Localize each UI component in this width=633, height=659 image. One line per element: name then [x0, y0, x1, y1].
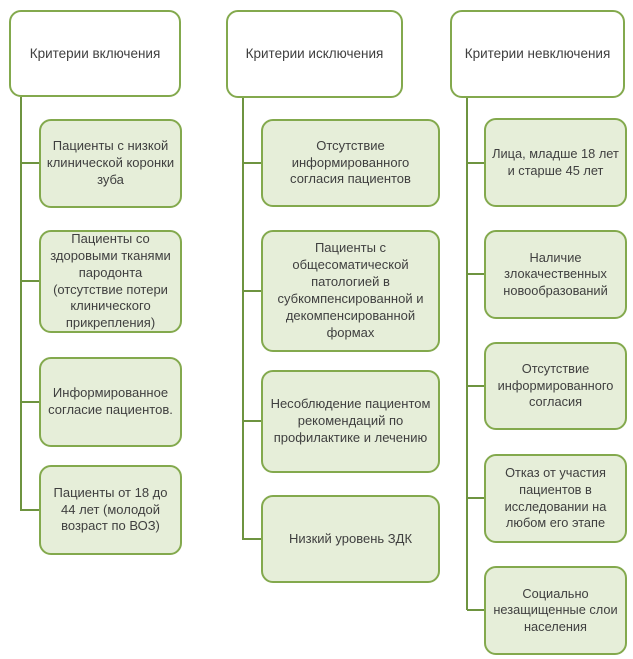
criteria-item-box: Лица, младше 18 лет и старше 45 лет [484, 118, 627, 207]
connector-stub-line [467, 609, 484, 611]
criteria-item-box: Отсутствие информированного согласия пациентов [261, 119, 440, 207]
header-box-noninclusion-criteria: Критерии невключения [450, 10, 625, 98]
criteria-item-box: Информированное согласие пациентов. [39, 357, 182, 447]
criteria-item-box: Отказ от участия пациентов в исследовании на любом его этапе [484, 454, 627, 543]
connector-stub-line [467, 162, 484, 164]
connector-stub-line [467, 385, 484, 387]
criteria-item-box: Отсутствие информированного согласия [484, 342, 627, 430]
criteria-item-box: Пациенты с общесоматической патологией в субкомпенсированной и декомпенсированной формах [261, 230, 440, 352]
connector-stub-line [21, 509, 39, 511]
header-box-inclusion-criteria: Критерии включения [9, 10, 181, 97]
header-box-exclusion-criteria: Критерии исключения [226, 10, 403, 98]
criteria-item-box: Пациенты со здоровыми тканями пародонта (отсутствие потери клинического прикрепления) [39, 230, 182, 333]
connector-stub-line [243, 538, 261, 540]
connector-stub-line [21, 162, 39, 164]
connector-trunk-line [466, 98, 468, 610]
connector-trunk-line [242, 98, 244, 540]
connector-stub-line [467, 273, 484, 275]
criteria-item-box: Наличие злокачественных новообразований [484, 230, 627, 319]
connector-stub-line [21, 280, 39, 282]
connector-stub-line [243, 420, 261, 422]
criteria-item-box: Несоблюдение пациентом рекомендаций по профилактике и лечению [261, 370, 440, 473]
connector-stub-line [21, 401, 39, 403]
criteria-item-box: Пациенты с низкой клинической коронки зуба [39, 119, 182, 208]
criteria-item-box: Низкий уровень ЗДК [261, 495, 440, 583]
connector-trunk-line [20, 97, 22, 511]
connector-stub-line [243, 290, 261, 292]
criteria-item-box: Социально незащищенные слои населения [484, 566, 627, 655]
criteria-item-box: Пациенты от 18 до 44 лет (молодой возраст по ВОЗ) [39, 465, 182, 555]
connector-stub-line [243, 162, 261, 164]
connector-stub-line [467, 497, 484, 499]
